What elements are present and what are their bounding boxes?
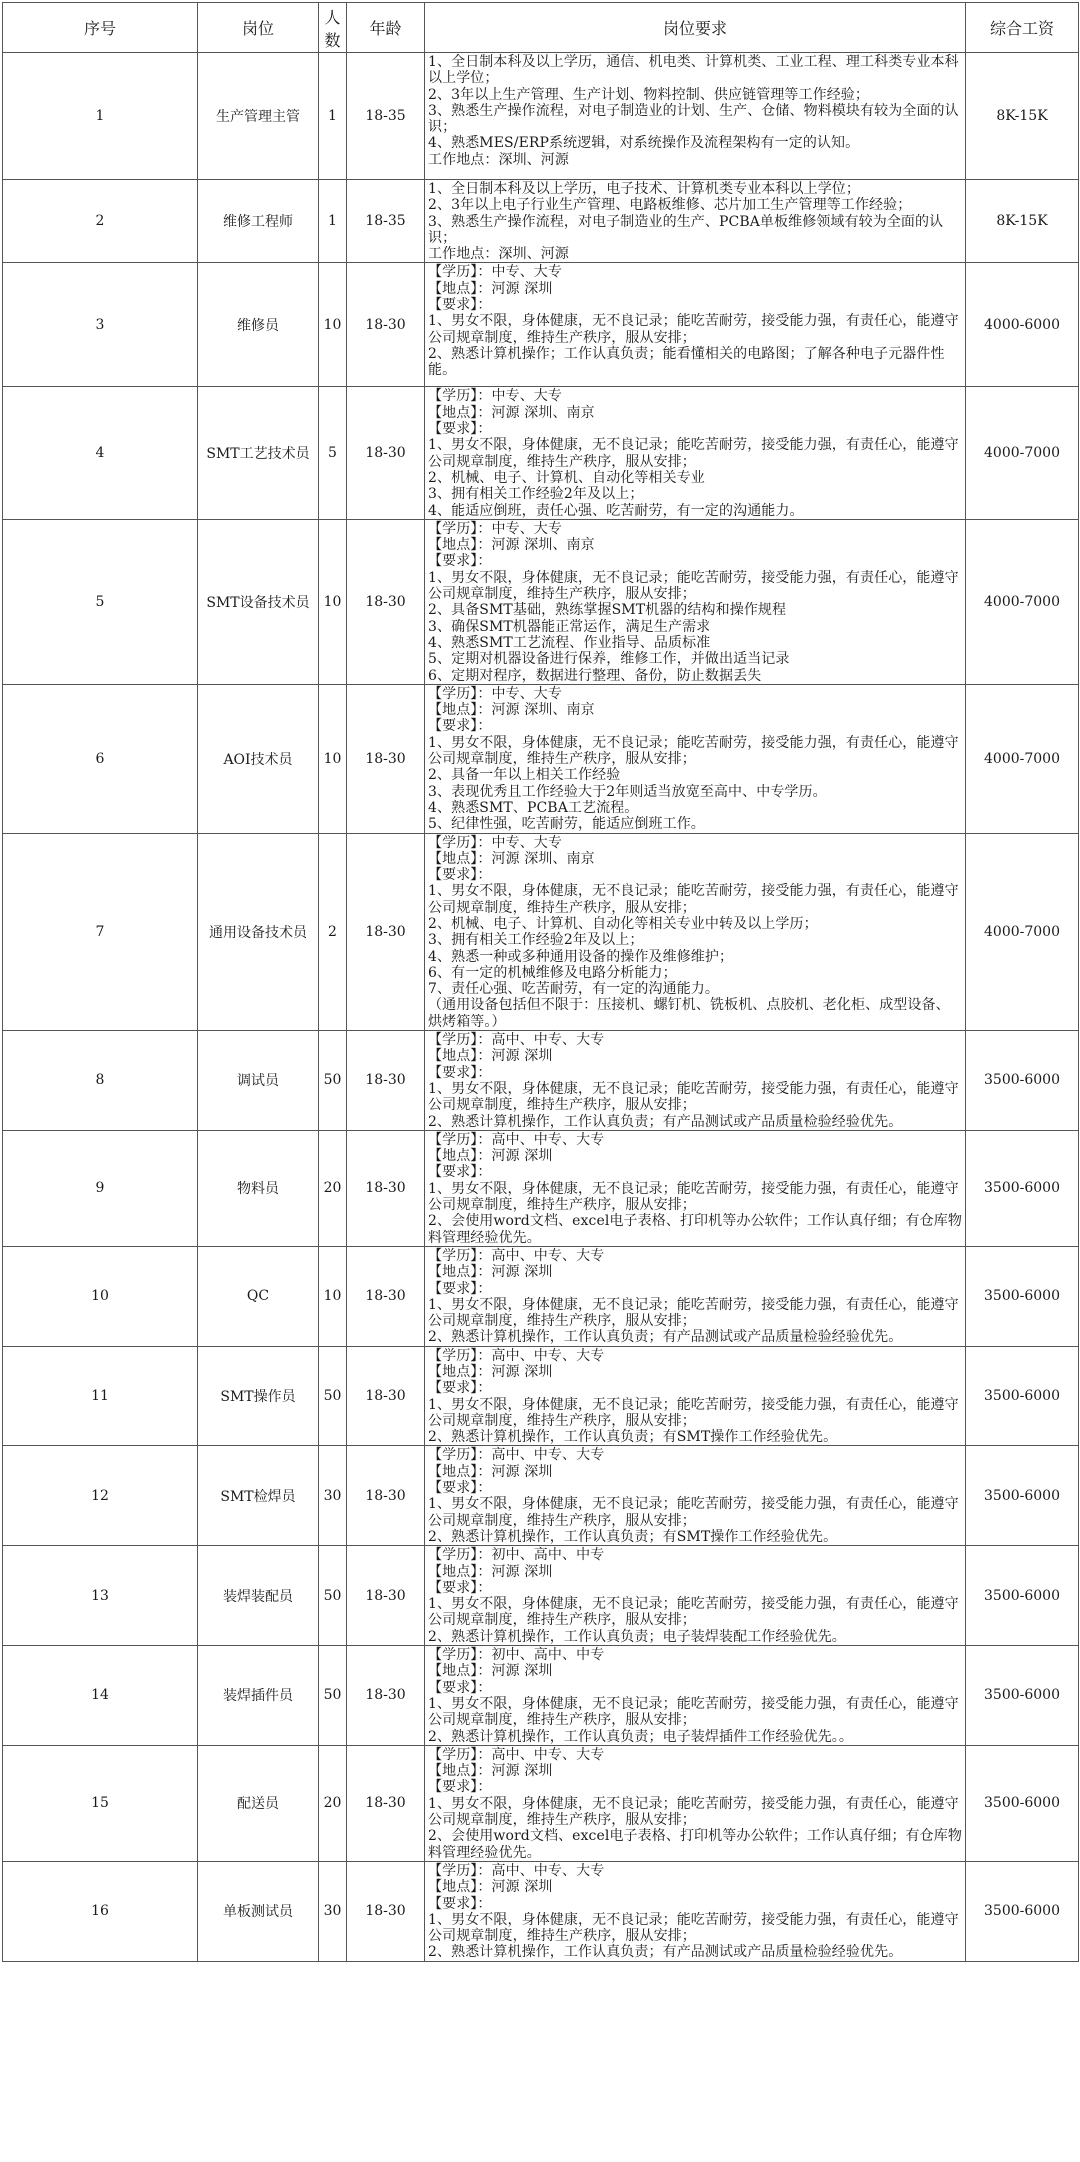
row-requirements: 【学历】：中专、大专 【地点】：河源 深圳、南京 【要求】： 1、男女不限，身体健康，无不良记录；能吃苦耐劳，接受能力强，有责任心，能遵守公司规章制度，维持生产秩序，服从安排； 2、机械、电子、计算机、自动化等相关专业 3、拥有相关工作经验2年及以上； 4、能适应倒班，责任心强、吃苦耐劳，有一定的沟通能力。	[425, 387, 966, 519]
row-index: 4	[3, 387, 198, 519]
row-age: 18-30	[347, 833, 425, 1031]
table-row	[3, 1861, 1079, 1961]
row-count: 20	[319, 1130, 347, 1246]
row-salary: 3500-6000	[966, 1546, 1079, 1646]
row-position: 维修员	[198, 263, 319, 387]
row-age: 18-30	[347, 1130, 425, 1246]
header-count: 人数	[319, 3, 347, 53]
table-row	[3, 1745, 1079, 1861]
row-requirements: 【学历】：中专、大专 【地点】：河源 深圳、南京 【要求】： 1、男女不限，身体健康，无不良记录；能吃苦耐劳，接受能力强，有责任心，能遵守公司规章制度，维持生产秩序，服从安排； 2、具备一年以上相关工作经验 3、表现优秀且工作经验大于2年则适当放宽至高中、中专学历。 4、熟悉SMT、PCBA工艺流程。 5、纪律性强，吃苦耐劳，能适应倒班工作。	[425, 684, 966, 833]
table-row	[3, 1546, 1079, 1646]
table-row	[3, 1346, 1079, 1446]
row-age: 18-30	[347, 1646, 425, 1746]
row-index: 1	[3, 53, 198, 180]
table-row	[3, 180, 1079, 263]
row-salary: 3500-6000	[966, 1646, 1079, 1746]
row-salary: 3500-6000	[966, 1246, 1079, 1346]
row-requirements: 【学历】：初中、高中、中专 【地点】：河源 深圳 【要求】： 1、男女不限，身体健康，无不良记录；能吃苦耐劳，接受能力强，有责任心，能遵守公司规章制度，维持生产秩序，服从安排； 2、熟悉计算机操作，工作认真负责；电子装焊插件工作经验优先。。	[425, 1646, 966, 1746]
row-position: SMT检焊员	[198, 1446, 319, 1546]
row-age: 18-30	[347, 1031, 425, 1131]
row-index: 13	[3, 1546, 198, 1646]
row-age: 18-30	[347, 1246, 425, 1346]
header-salary: 综合工资	[966, 3, 1079, 53]
row-salary: 4000-7000	[966, 833, 1079, 1031]
row-age: 18-30	[347, 1745, 425, 1861]
row-age: 18-35	[347, 180, 425, 263]
job-table-body	[3, 53, 1079, 1962]
row-index: 11	[3, 1346, 198, 1446]
row-index: 12	[3, 1446, 198, 1546]
row-index: 8	[3, 1031, 198, 1131]
table-row	[3, 1130, 1079, 1246]
row-requirements: 1、全日制本科及以上学历，电子技术、计算机类专业本科以上学位； 2、3年以上电子行业生产管理、电路板维修、芯片加工生产管理等工作经验； 3、熟悉生产操作流程，对电子制造业的生产、PCBA单板维修领域有较为全面的认识； 工作地点：深圳、河源	[425, 180, 966, 263]
table-row	[3, 387, 1079, 519]
row-position: 通用设备技术员	[198, 833, 319, 1031]
row-index: 3	[3, 263, 198, 387]
row-count: 10	[319, 1246, 347, 1346]
row-index: 15	[3, 1745, 198, 1861]
row-index: 14	[3, 1646, 198, 1746]
row-salary: 8K-15K	[966, 180, 1079, 263]
row-position: QC	[198, 1246, 319, 1346]
row-index: 9	[3, 1130, 198, 1246]
row-salary: 4000-7000	[966, 519, 1079, 684]
header-requirements: 岗位要求	[425, 3, 966, 53]
table-row	[3, 1446, 1079, 1546]
row-age: 18-30	[347, 1861, 425, 1961]
row-count: 50	[319, 1031, 347, 1131]
row-salary: 8K-15K	[966, 53, 1079, 180]
row-index: 6	[3, 684, 198, 833]
row-requirements: 【学历】：高中、中专、大专 【地点】：河源 深圳 【要求】： 1、男女不限，身体健康，无不良记录；能吃苦耐劳，接受能力强，有责任心，能遵守公司规章制度，维持生产秩序，服从安排； 2、熟悉计算机操作，工作认真负责；有产品测试或产品质量检验经验优先。	[425, 1246, 966, 1346]
row-position: 物料员	[198, 1130, 319, 1246]
row-count: 50	[319, 1346, 347, 1446]
row-position: 调试员	[198, 1031, 319, 1131]
row-count: 10	[319, 519, 347, 684]
row-salary: 3500-6000	[966, 1130, 1079, 1246]
table-row	[3, 263, 1079, 387]
row-salary: 4000-6000	[966, 263, 1079, 387]
row-age: 18-30	[347, 1546, 425, 1646]
row-requirements: 【学历】：高中、中专、大专 【地点】：河源 深圳 【要求】： 1、男女不限，身体健康，无不良记录；能吃苦耐劳，接受能力强，有责任心，能遵守公司规章制度，维持生产秩序，服从安排； 2、熟悉计算机操作，工作认真负责；有产品测试或产品质量检验经验优先。	[425, 1861, 966, 1961]
row-requirements: 【学历】：高中、中专、大专 【地点】：河源 深圳 【要求】： 1、男女不限，身体健康，无不良记录；能吃苦耐劳，接受能力强，有责任心，能遵守公司规章制度，维持生产秩序，服从安排； 2、熟悉计算机操作，工作认真负责；有SMT操作工作经验优先。	[425, 1346, 966, 1446]
row-position: 维修工程师	[198, 180, 319, 263]
row-age: 18-30	[347, 1446, 425, 1546]
row-count: 20	[319, 1745, 347, 1861]
row-salary: 4000-7000	[966, 387, 1079, 519]
row-salary: 3500-6000	[966, 1031, 1079, 1131]
row-requirements: 1、全日制本科及以上学历，通信、机电类、计算机类、工业工程、理工科类专业本科以上学位； 2、3年以上生产管理、生产计划、物料控制、供应链管理等工作经验； 3、熟悉生产操作流程，对电子制造业的计划、生产、仓储、物料模块有较为全面的认识； 4、熟悉MES/ERP系统逻辑，对系统操作及流程架构有一定的认知。 工作地点：深圳、河源	[425, 53, 966, 180]
row-position: 装焊装配员	[198, 1546, 319, 1646]
row-age: 18-30	[347, 387, 425, 519]
row-position: 生产管理主管	[198, 53, 319, 180]
row-salary: 4000-7000	[966, 684, 1079, 833]
table-row	[3, 684, 1079, 833]
row-age: 18-30	[347, 684, 425, 833]
row-index: 2	[3, 180, 198, 263]
row-salary: 3500-6000	[966, 1446, 1079, 1546]
row-position: SMT工艺技术员	[198, 387, 319, 519]
table-row	[3, 1246, 1079, 1346]
table-row	[3, 833, 1079, 1031]
row-position: AOI技术员	[198, 684, 319, 833]
row-count: 10	[319, 263, 347, 387]
row-index: 5	[3, 519, 198, 684]
header-row	[3, 3, 1079, 53]
row-requirements: 【学历】：初中、高中、中专 【地点】：河源 深圳 【要求】： 1、男女不限，身体健康，无不良记录；能吃苦耐劳，接受能力强，有责任心，能遵守公司规章制度，维持生产秩序，服从安排； 2、熟悉计算机操作，工作认真负责；电子装焊装配工作经验优先。	[425, 1546, 966, 1646]
row-position: SMT操作员	[198, 1346, 319, 1446]
row-age: 18-35	[347, 53, 425, 180]
row-count: 2	[319, 833, 347, 1031]
table-row	[3, 53, 1079, 180]
row-position: 配送员	[198, 1745, 319, 1861]
table-row	[3, 1646, 1079, 1746]
table-row	[3, 1031, 1079, 1131]
row-age: 18-30	[347, 1346, 425, 1446]
row-count: 30	[319, 1446, 347, 1546]
row-count: 50	[319, 1546, 347, 1646]
row-salary: 3500-6000	[966, 1346, 1079, 1446]
row-requirements: 【学历】：高中、中专、大专 【地点】：河源 深圳 【要求】： 1、男女不限，身体健康，无不良记录；能吃苦耐劳，接受能力强，有责任心，能遵守公司规章制度，维持生产秩序，服从安排； 2、会使用word文档、excel电子表格、打印机等办公软件；工作认真仔细；有仓库物料管理经验优先。	[425, 1130, 966, 1246]
header-age: 年龄	[347, 3, 425, 53]
row-salary: 3500-6000	[966, 1745, 1079, 1861]
row-position: SMT设备技术员	[198, 519, 319, 684]
row-requirements: 【学历】：高中、中专、大专 【地点】：河源 深圳 【要求】： 1、男女不限，身体健康，无不良记录；能吃苦耐劳，接受能力强，有责任心，能遵守公司规章制度，维持生产秩序，服从安排； 2、熟悉计算机操作，工作认真负责；有产品测试或产品质量检验经验优先。	[425, 1031, 966, 1131]
row-count: 10	[319, 684, 347, 833]
row-count: 5	[319, 387, 347, 519]
header-index: 序号	[3, 3, 198, 53]
row-salary: 3500-6000	[966, 1861, 1079, 1961]
row-position: 单板测试员	[198, 1861, 319, 1961]
header-position: 岗位	[198, 3, 319, 53]
table-row	[3, 519, 1079, 684]
row-age: 18-30	[347, 263, 425, 387]
row-index: 16	[3, 1861, 198, 1961]
row-count: 50	[319, 1646, 347, 1746]
row-count: 1	[319, 180, 347, 263]
row-requirements: 【学历】：中专、大专 【地点】：河源 深圳 【要求】： 1、男女不限，身体健康，无不良记录；能吃苦耐劳，接受能力强，有责任心，能遵守公司规章制度，维持生产秩序，服从安排； 2、熟悉计算机操作；工作认真负责；能看懂相关的电路图；了解各种电子元器件性能。	[425, 263, 966, 387]
job-table	[2, 2, 1079, 1962]
row-requirements: 【学历】：高中、中专、大专 【地点】：河源 深圳 【要求】： 1、男女不限，身体健康，无不良记录；能吃苦耐劳，接受能力强，有责任心，能遵守公司规章制度，维持生产秩序，服从安排； 2、熟悉计算机操作，工作认真负责；有SMT操作工作经验优先。	[425, 1446, 966, 1546]
row-count: 1	[319, 53, 347, 180]
row-index: 10	[3, 1246, 198, 1346]
row-position: 装焊插件员	[198, 1646, 319, 1746]
row-count: 30	[319, 1861, 347, 1961]
row-requirements: 【学历】：高中、中专、大专 【地点】：河源 深圳 【要求】： 1、男女不限，身体健康，无不良记录；能吃苦耐劳，接受能力强，有责任心，能遵守公司规章制度，维持生产秩序，服从安排； 2、会使用word文档、excel电子表格、打印机等办公软件；工作认真仔细；有仓库物料管理经验优先。	[425, 1745, 966, 1861]
row-age: 18-30	[347, 519, 425, 684]
row-requirements: 【学历】：中专、大专 【地点】：河源 深圳、南京 【要求】： 1、男女不限，身体健康，无不良记录；能吃苦耐劳，接受能力强，有责任心，能遵守公司规章制度，维持生产秩序，服从安排； 2、机械、电子、计算机、自动化等相关专业中转及以上学历； 3、拥有相关工作经验2年及以上； 4、熟悉一种或多种通用设备的操作及维修维护； 6、有一定的机械维修及电路分析能力； 7、责任心强、吃苦耐劳，有一定的沟通能力。 （通用设备包括但不限于：压接机、螺钉机、铣板机、点胶机、老化柜、成型设备、烘烤箱等。）	[425, 833, 966, 1031]
row-requirements: 【学历】：中专、大专 【地点】：河源 深圳、南京 【要求】： 1、男女不限，身体健康，无不良记录；能吃苦耐劳，接受能力强，有责任心，能遵守公司规章制度，维持生产秩序，服从安排； 2、具备SMT基础，熟练掌握SMT机器的结构和操作规程 3、确保SMT机器能正常运作，满足生产需求 4、熟悉SMT工艺流程、作业指导、品质标准 5、定期对机器设备进行保养，维修工作，并做出适当记录 6、定期对程序，数据进行整理、备份，防止数据丢失	[425, 519, 966, 684]
row-index: 7	[3, 833, 198, 1031]
